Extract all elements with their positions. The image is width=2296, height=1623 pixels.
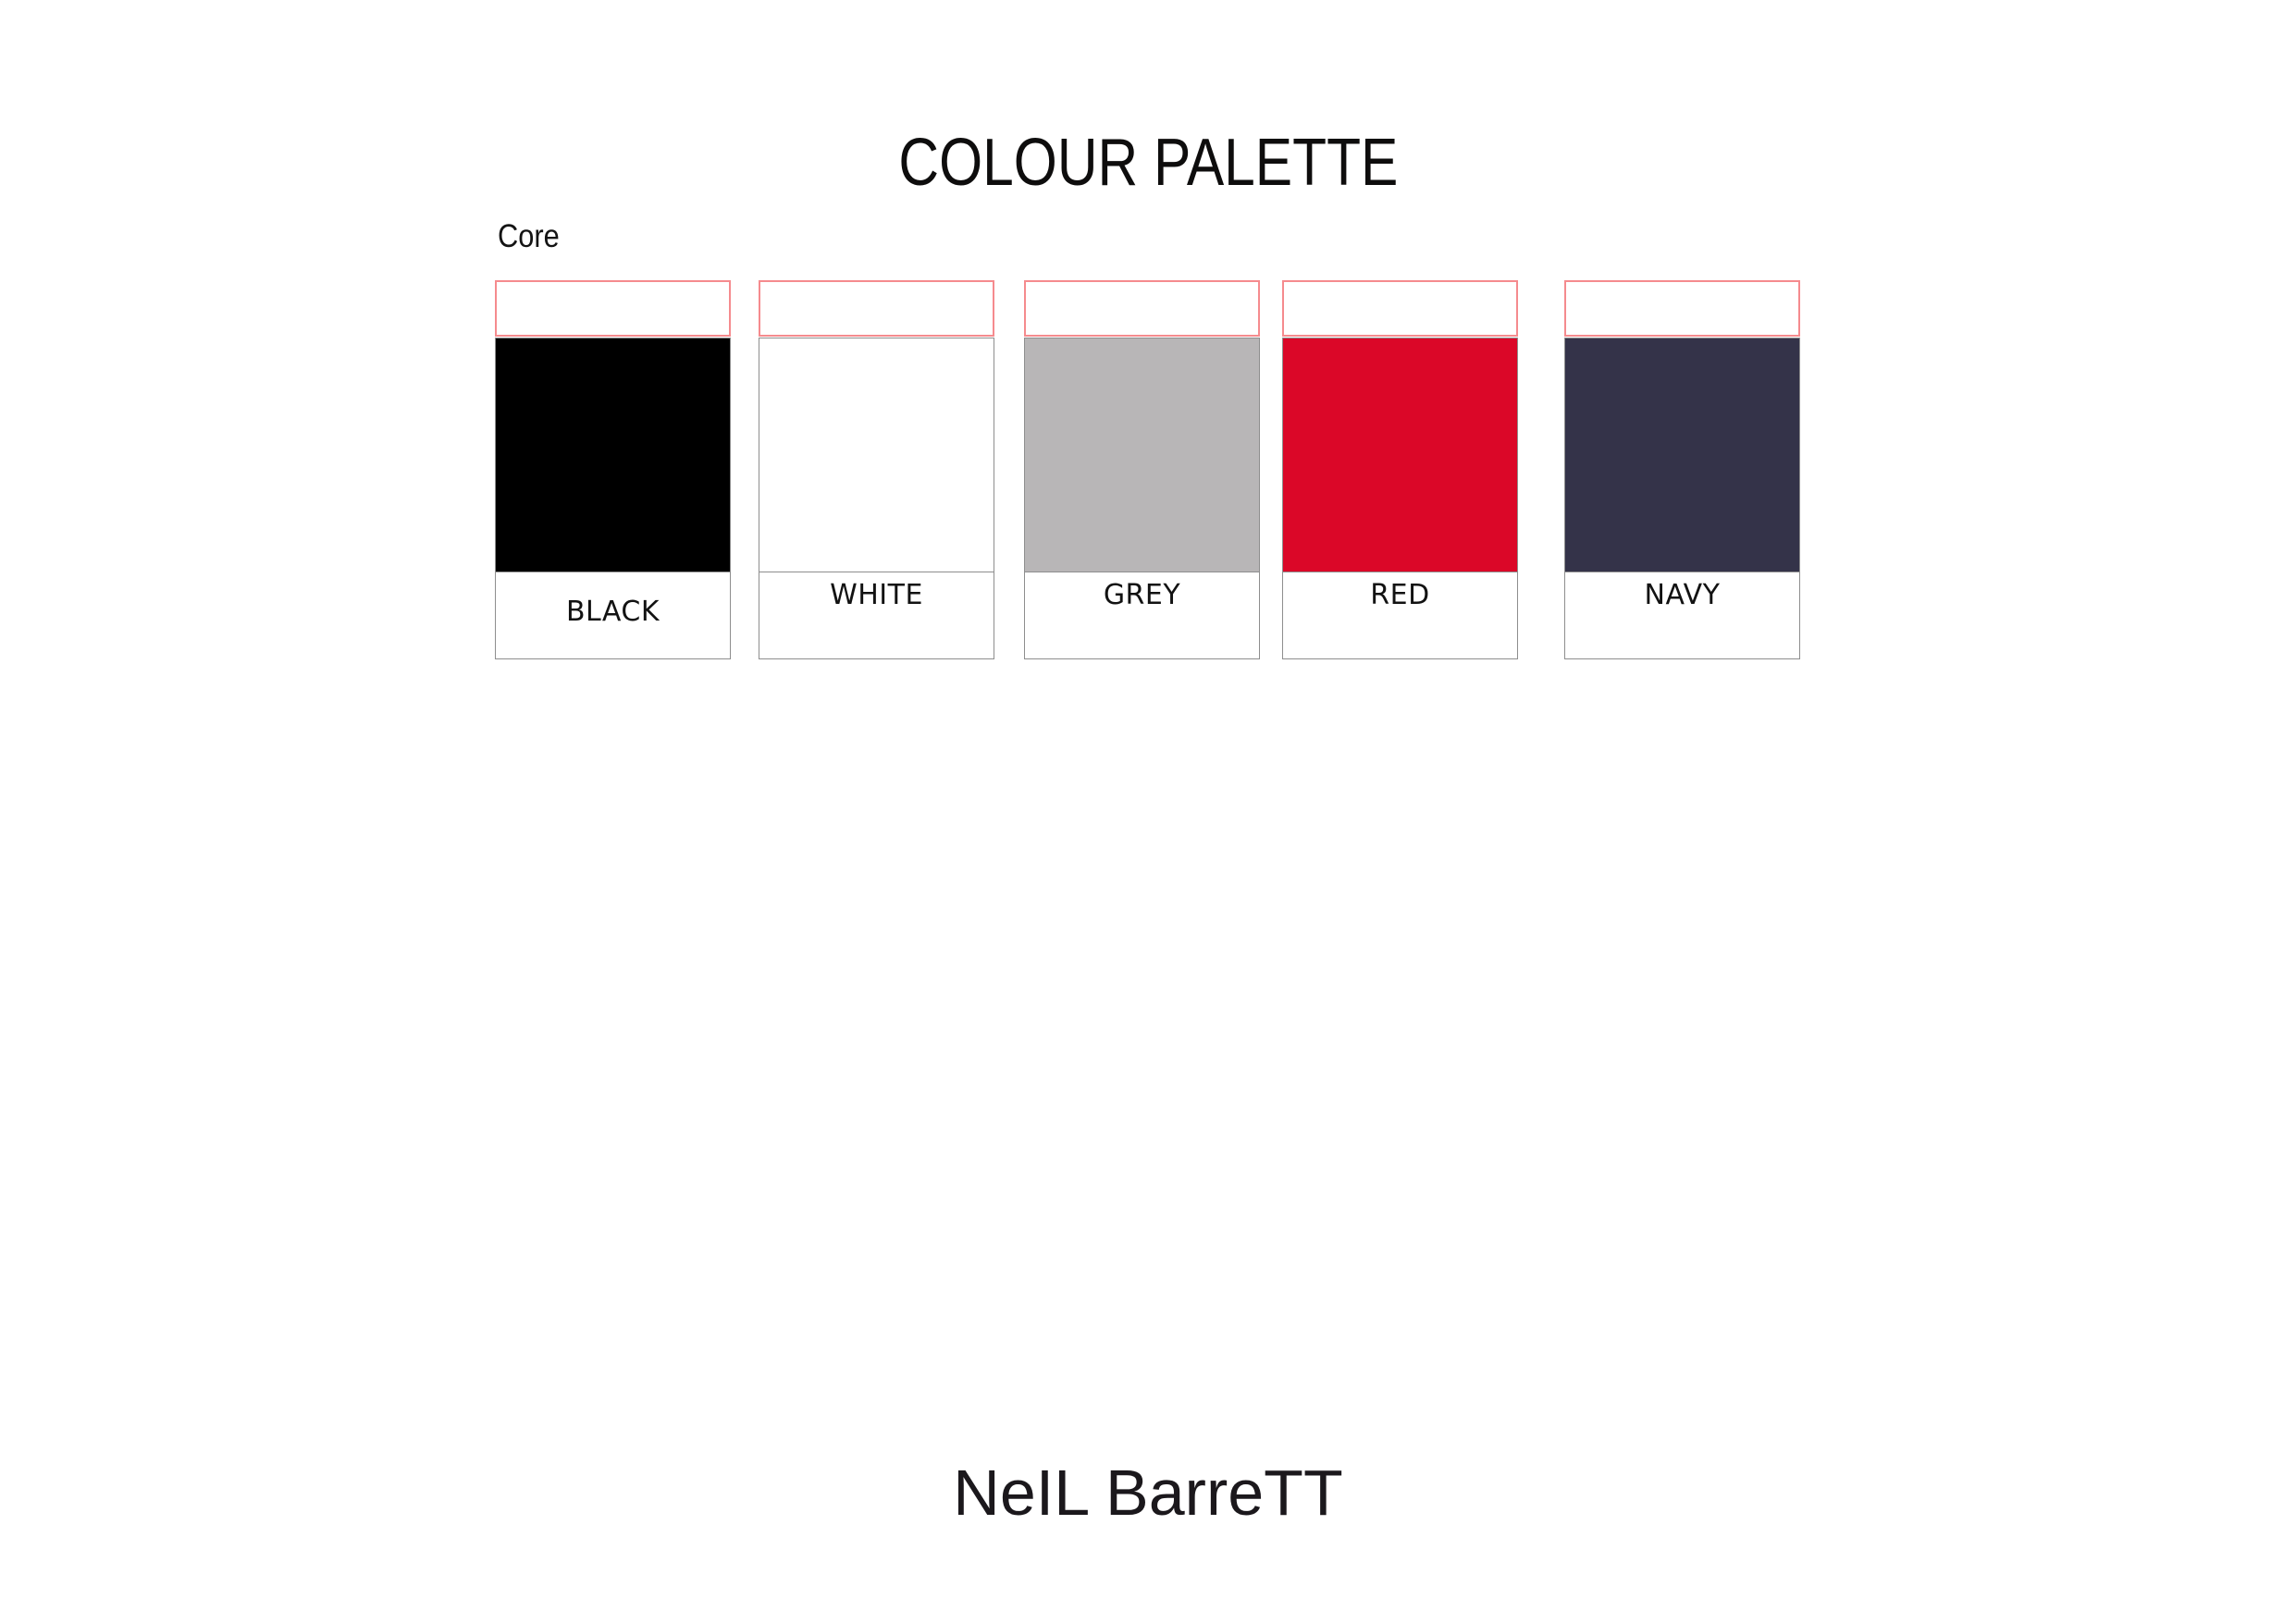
swatch-label: RED bbox=[1370, 579, 1430, 611]
swatch-outline-box bbox=[1564, 280, 1800, 337]
swatch-label-box bbox=[1025, 572, 1259, 658]
section-label-text: Core bbox=[498, 218, 560, 254]
swatch-card bbox=[1282, 338, 1518, 659]
swatch-label: NAVY bbox=[1644, 579, 1721, 611]
swatch-color-block bbox=[1283, 338, 1517, 572]
swatch-label-box bbox=[1565, 572, 1799, 658]
swatch-outline-box bbox=[1282, 280, 1518, 337]
page-title-text: COLOUR PALETTE bbox=[898, 126, 1398, 201]
swatch-label-box bbox=[1283, 572, 1517, 658]
swatch-label: BLACK bbox=[565, 596, 660, 628]
swatch-color-block bbox=[759, 338, 994, 572]
swatch-card bbox=[495, 338, 731, 659]
swatch-color-block bbox=[496, 338, 730, 572]
swatch-label-box bbox=[496, 572, 730, 658]
swatch-card bbox=[1564, 338, 1800, 659]
swatch-card bbox=[759, 338, 994, 659]
swatch-color-block bbox=[1025, 338, 1259, 572]
swatch-label: GREY bbox=[1103, 579, 1181, 611]
swatch-outline-box bbox=[759, 280, 994, 337]
section-label bbox=[498, 220, 568, 252]
swatch-label-box bbox=[759, 572, 994, 658]
swatch-color-block bbox=[1565, 338, 1799, 572]
swatch-outline-box bbox=[1024, 280, 1260, 337]
page-title bbox=[0, 126, 2296, 201]
swatch-card bbox=[1024, 338, 1260, 659]
swatch-outline-box bbox=[495, 280, 731, 337]
brand-logo: NeIL BarreTT bbox=[953, 1457, 1343, 1529]
swatch-label: WHITE bbox=[830, 579, 923, 611]
